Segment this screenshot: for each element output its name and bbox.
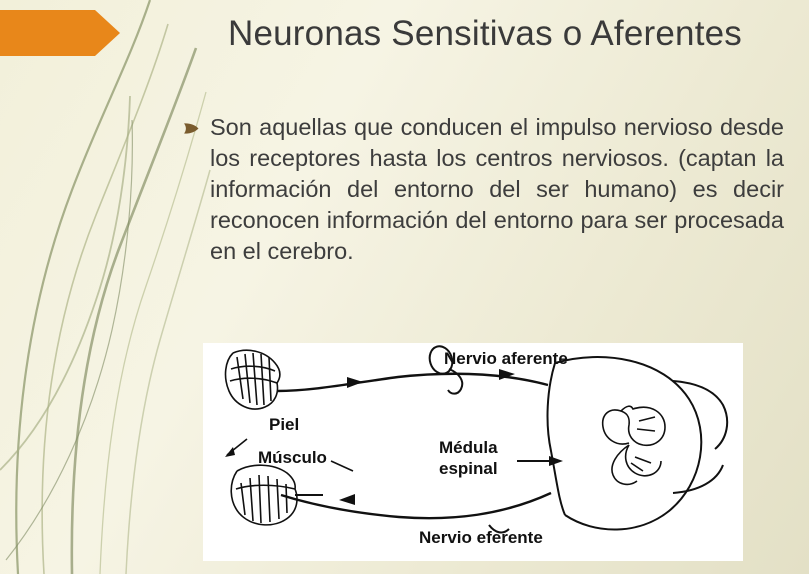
reflex-arc-figure	[203, 343, 743, 561]
label-piel: Piel	[269, 415, 300, 434]
body-block	[184, 112, 784, 267]
page-title: Neuronas Sensitivas o Aferentes	[228, 14, 742, 53]
accent-arrow-banner	[0, 10, 120, 56]
label-nervio-eferente: Nervio eferente	[419, 528, 543, 547]
label-nervio-aferente: Nervio aferente	[444, 349, 568, 368]
grass-decoration	[0, 0, 230, 574]
label-medula: Médula	[439, 438, 498, 457]
label-musculo: Músculo	[258, 448, 327, 467]
arrow-bullet-icon	[184, 122, 201, 140]
label-espinal: espinal	[439, 459, 498, 478]
body-text: Son aquellas que conducen el impulso nervioso desde los receptores hasta los centros nerviosos. (captan la información del entorno del ser humano) es decir reconocen información del entorno para ser procesada en el cerebro.	[210, 114, 784, 265]
